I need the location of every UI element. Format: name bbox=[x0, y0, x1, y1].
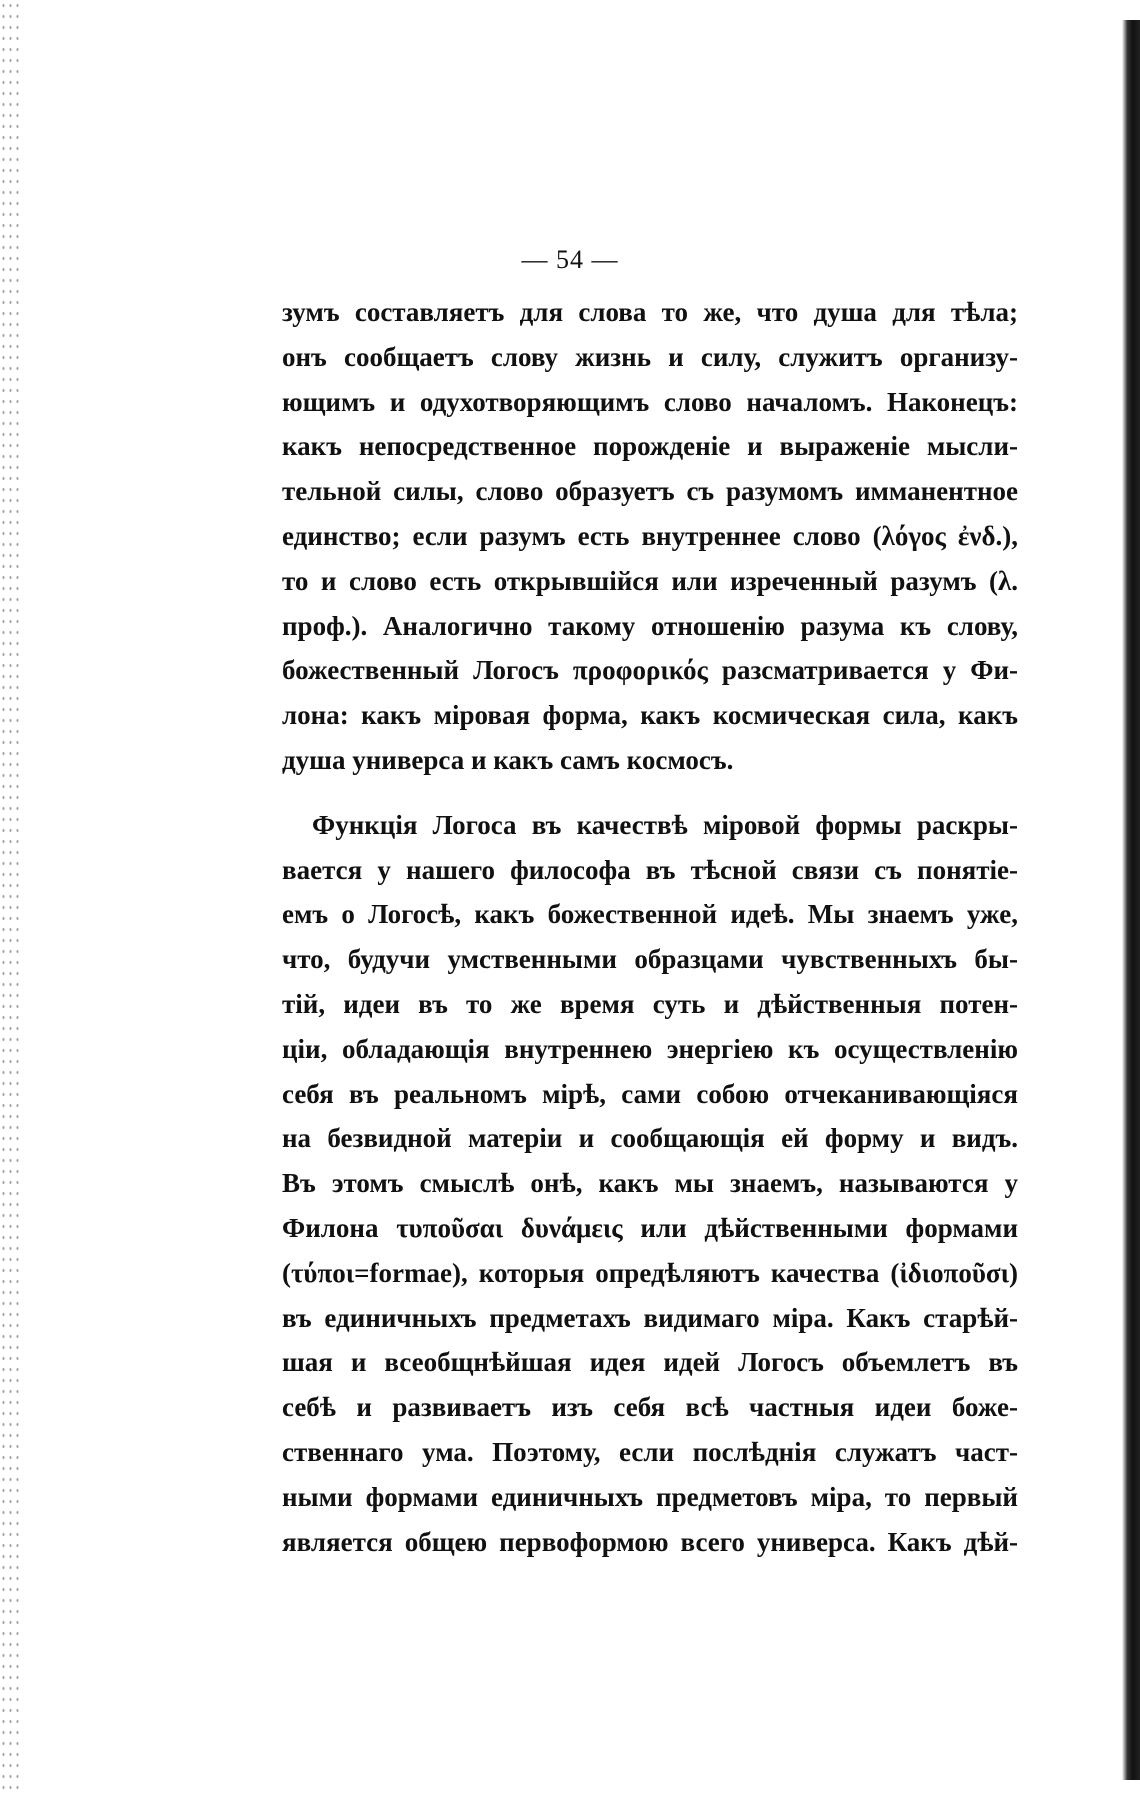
text-line: ціи, обладающія внутреннею энергіею къ осуществленію bbox=[282, 1033, 1018, 1064]
text-line: проф.). Аналогично такому отношенію разума къ слову, bbox=[282, 610, 1018, 641]
text-line: Филона τυποῦσαι δυνάμεις или дѣйственными формами bbox=[282, 1212, 1018, 1243]
text-line: себѣ и развиваетъ изъ себя всѣ частныя идеи боже- bbox=[282, 1392, 1018, 1423]
text-line: шая и всеобщнѣйшая идея идей Логосъ объемлетъ въ bbox=[282, 1347, 1018, 1378]
text-line: въ единичныхъ предметахъ видимаго міра. Какъ старѣй- bbox=[282, 1302, 1018, 1333]
text-line: ющимъ и одухотворяющимъ слово началомъ. Наконецъ: bbox=[282, 386, 1018, 417]
paragraph-1 bbox=[282, 290, 1018, 783]
text-line: то и слово есть открывшійся или изреченный разумъ (λ. bbox=[282, 565, 1018, 596]
text-line: Функція Логоса въ качествѣ міровой формы раскры- bbox=[312, 809, 1018, 840]
text-line: емъ о Логосѣ, какъ божественной идеѣ. Мы знаемъ уже, bbox=[282, 899, 1018, 930]
text-line: Въ этомъ смыслѣ онѣ, какъ мы знаемъ, называются у bbox=[282, 1168, 1018, 1199]
paragraph-2 bbox=[282, 803, 1018, 1565]
text-line: на безвидной матеріи и сообщающія ей форму и видъ. bbox=[282, 1123, 1018, 1154]
text-line: зумъ составляетъ для слова то же, что душа для тѣла; bbox=[282, 297, 1018, 327]
page-number: — 54 — bbox=[521, 245, 619, 274]
text-line: что, будучи умственными образцами чувственныхъ бы- bbox=[282, 944, 1018, 975]
text-line: ными формами единичныхъ предметовъ міра, то первый bbox=[282, 1481, 1018, 1512]
text-line: божественный Логосъ προφορικός разсматривается у Фи- bbox=[282, 655, 1018, 686]
text-line: какъ непосредственное порожденіе и выраженіе мысли- bbox=[282, 431, 1018, 462]
text-line: ственнаго ума. Поэтому, если послѣднія служатъ част- bbox=[282, 1436, 1018, 1467]
text-line: единство; если разумъ есть внутреннее слово (λόγος ἐνδ.), bbox=[282, 520, 1018, 551]
paragraph-gap bbox=[282, 783, 1018, 803]
text-line: себя въ реальномъ мірѣ, сами собою отчеканивающіяся bbox=[282, 1078, 1018, 1109]
text-line: тій, идеи въ то же время суть и дѣйственныя потен- bbox=[282, 988, 1018, 1019]
text-line: лона: какъ міровая форма, какъ космическая сила, какъ bbox=[282, 700, 1018, 731]
text-block bbox=[282, 290, 1018, 1564]
text-line: тельной силы, слово образуетъ съ разумомъ имманентное bbox=[282, 476, 1018, 507]
text-line: вается у нашего философа въ тѣсной связи съ понятіе- bbox=[282, 854, 1018, 885]
text-line: онъ сообщаетъ слову жизнь и силу, служитъ организу- bbox=[282, 341, 1018, 372]
text-line: душа универса и какъ самъ космосъ. bbox=[282, 744, 734, 775]
scan-edge-right bbox=[1122, 20, 1140, 1780]
text-line: является общею первоформою всего универса. Какъ дѣй- bbox=[282, 1526, 1018, 1557]
text-line: (τύποι=formae), которыя опредѣляютъ качества (ἰδιοποῦσι) bbox=[282, 1257, 1018, 1288]
